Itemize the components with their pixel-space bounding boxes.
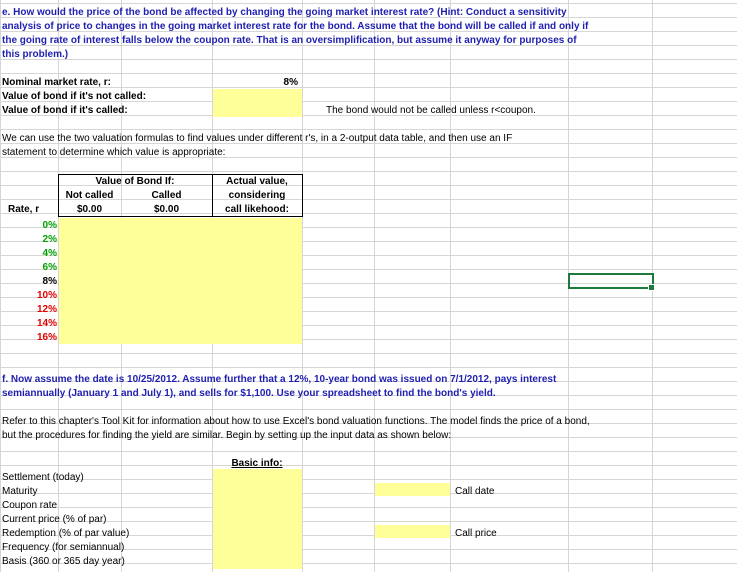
frequency-label: Frequency (for semiannual)	[2, 542, 125, 553]
basic-info-header: Basic info:	[231, 458, 283, 469]
toolkit-line-1: Refer to this chapter's Tool Kit for information about how to use Excel's bond valuation functions. The model finds the price of a bond,	[2, 416, 590, 427]
not-called-value-label: Value of bond if it's not called:	[2, 91, 147, 102]
not-called-value[interactable]: $0.00	[76, 204, 103, 215]
nominal-rate-value[interactable]: 8%	[283, 77, 298, 88]
bond-value-input-cells[interactable]	[213, 89, 302, 117]
section-e-line-3: the going rate of interest falls below the coupon rate. That is an oversimplification, but assume it anyway for purposes of	[2, 35, 577, 46]
section-f-line-1: f. Now assume the date is 10/25/2012. Assume further that a 12%, 10-year bond was issued on 7/1/2012, pays interest	[2, 374, 557, 385]
section-e-line-2: analysis of price to changes in the going market interest rate for the bond. Assume that the bond will be called if and only if	[2, 21, 589, 32]
rate-cell[interactable]: 2%	[42, 234, 57, 245]
called-value[interactable]: $0.00	[153, 204, 180, 215]
rate-cell[interactable]: 8%	[42, 276, 57, 287]
toolkit-line-2: but the procedures for finding the yield are similar. Begin by setting up the input data as shown below:	[2, 430, 452, 441]
coupon-rate-label: Coupon rate	[2, 500, 58, 511]
call-price-label: Call price	[455, 528, 497, 539]
rate-label: Rate, r	[8, 204, 40, 215]
call-price-input[interactable]	[375, 525, 450, 538]
rate-cell[interactable]: 6%	[42, 262, 57, 273]
actual-value-header-2: considering	[228, 190, 286, 201]
actual-value-header-3: call likehood:	[225, 204, 289, 215]
call-note: The bond would not be called unless r<coupon.	[326, 105, 536, 116]
nominal-rate-label: Nominal market rate, r:	[2, 77, 111, 88]
fill-handle[interactable]	[648, 284, 655, 291]
explain-line-1: We can use the two valuation formulas to find values under different r's, in a 2-output data table, and then use an IF	[2, 133, 513, 144]
rate-cell[interactable]: 12%	[36, 304, 57, 315]
called-value-label: Value of bond if it's called:	[2, 105, 128, 116]
selected-cell[interactable]	[568, 273, 654, 289]
basis-label: Basis (360 or 365 day year)	[2, 556, 125, 567]
basic-info-input-cells[interactable]	[213, 469, 302, 569]
section-f-line-2: semiannually (January 1 and July 1), and sells for $1,100. Use your spreadsheet to find the bond's yield.	[2, 388, 496, 399]
settlement-label: Settlement (today)	[2, 472, 84, 483]
maturity-label: Maturity	[2, 486, 38, 497]
redemption-label: Redemption (% of par value)	[2, 528, 130, 539]
not-called-header: Not called	[65, 190, 114, 201]
section-e-line-1: e. How would the price of the bond be affected by changing the going market interest rate? (Hint: Conduct a sensitivity	[2, 7, 567, 18]
call-date-input[interactable]	[375, 483, 450, 496]
called-header: Called	[151, 190, 182, 201]
section-e-line-4: this problem.)	[2, 49, 69, 60]
rate-cell[interactable]: 10%	[36, 290, 57, 301]
rate-cell[interactable]: 0%	[42, 220, 57, 231]
current-price-label: Current price (% of par)	[2, 514, 107, 525]
data-table-output-cells[interactable]	[59, 218, 302, 344]
rate-cell[interactable]: 16%	[36, 332, 57, 343]
explain-line-2: statement to determine which value is appropriate:	[2, 147, 226, 158]
value-of-bond-if-header: Value of Bond If:	[95, 176, 175, 187]
rate-cell[interactable]: 14%	[36, 318, 57, 329]
actual-value-header-1: Actual value,	[226, 176, 288, 187]
rate-cell[interactable]: 4%	[42, 248, 57, 259]
call-date-label: Call date	[455, 486, 495, 497]
